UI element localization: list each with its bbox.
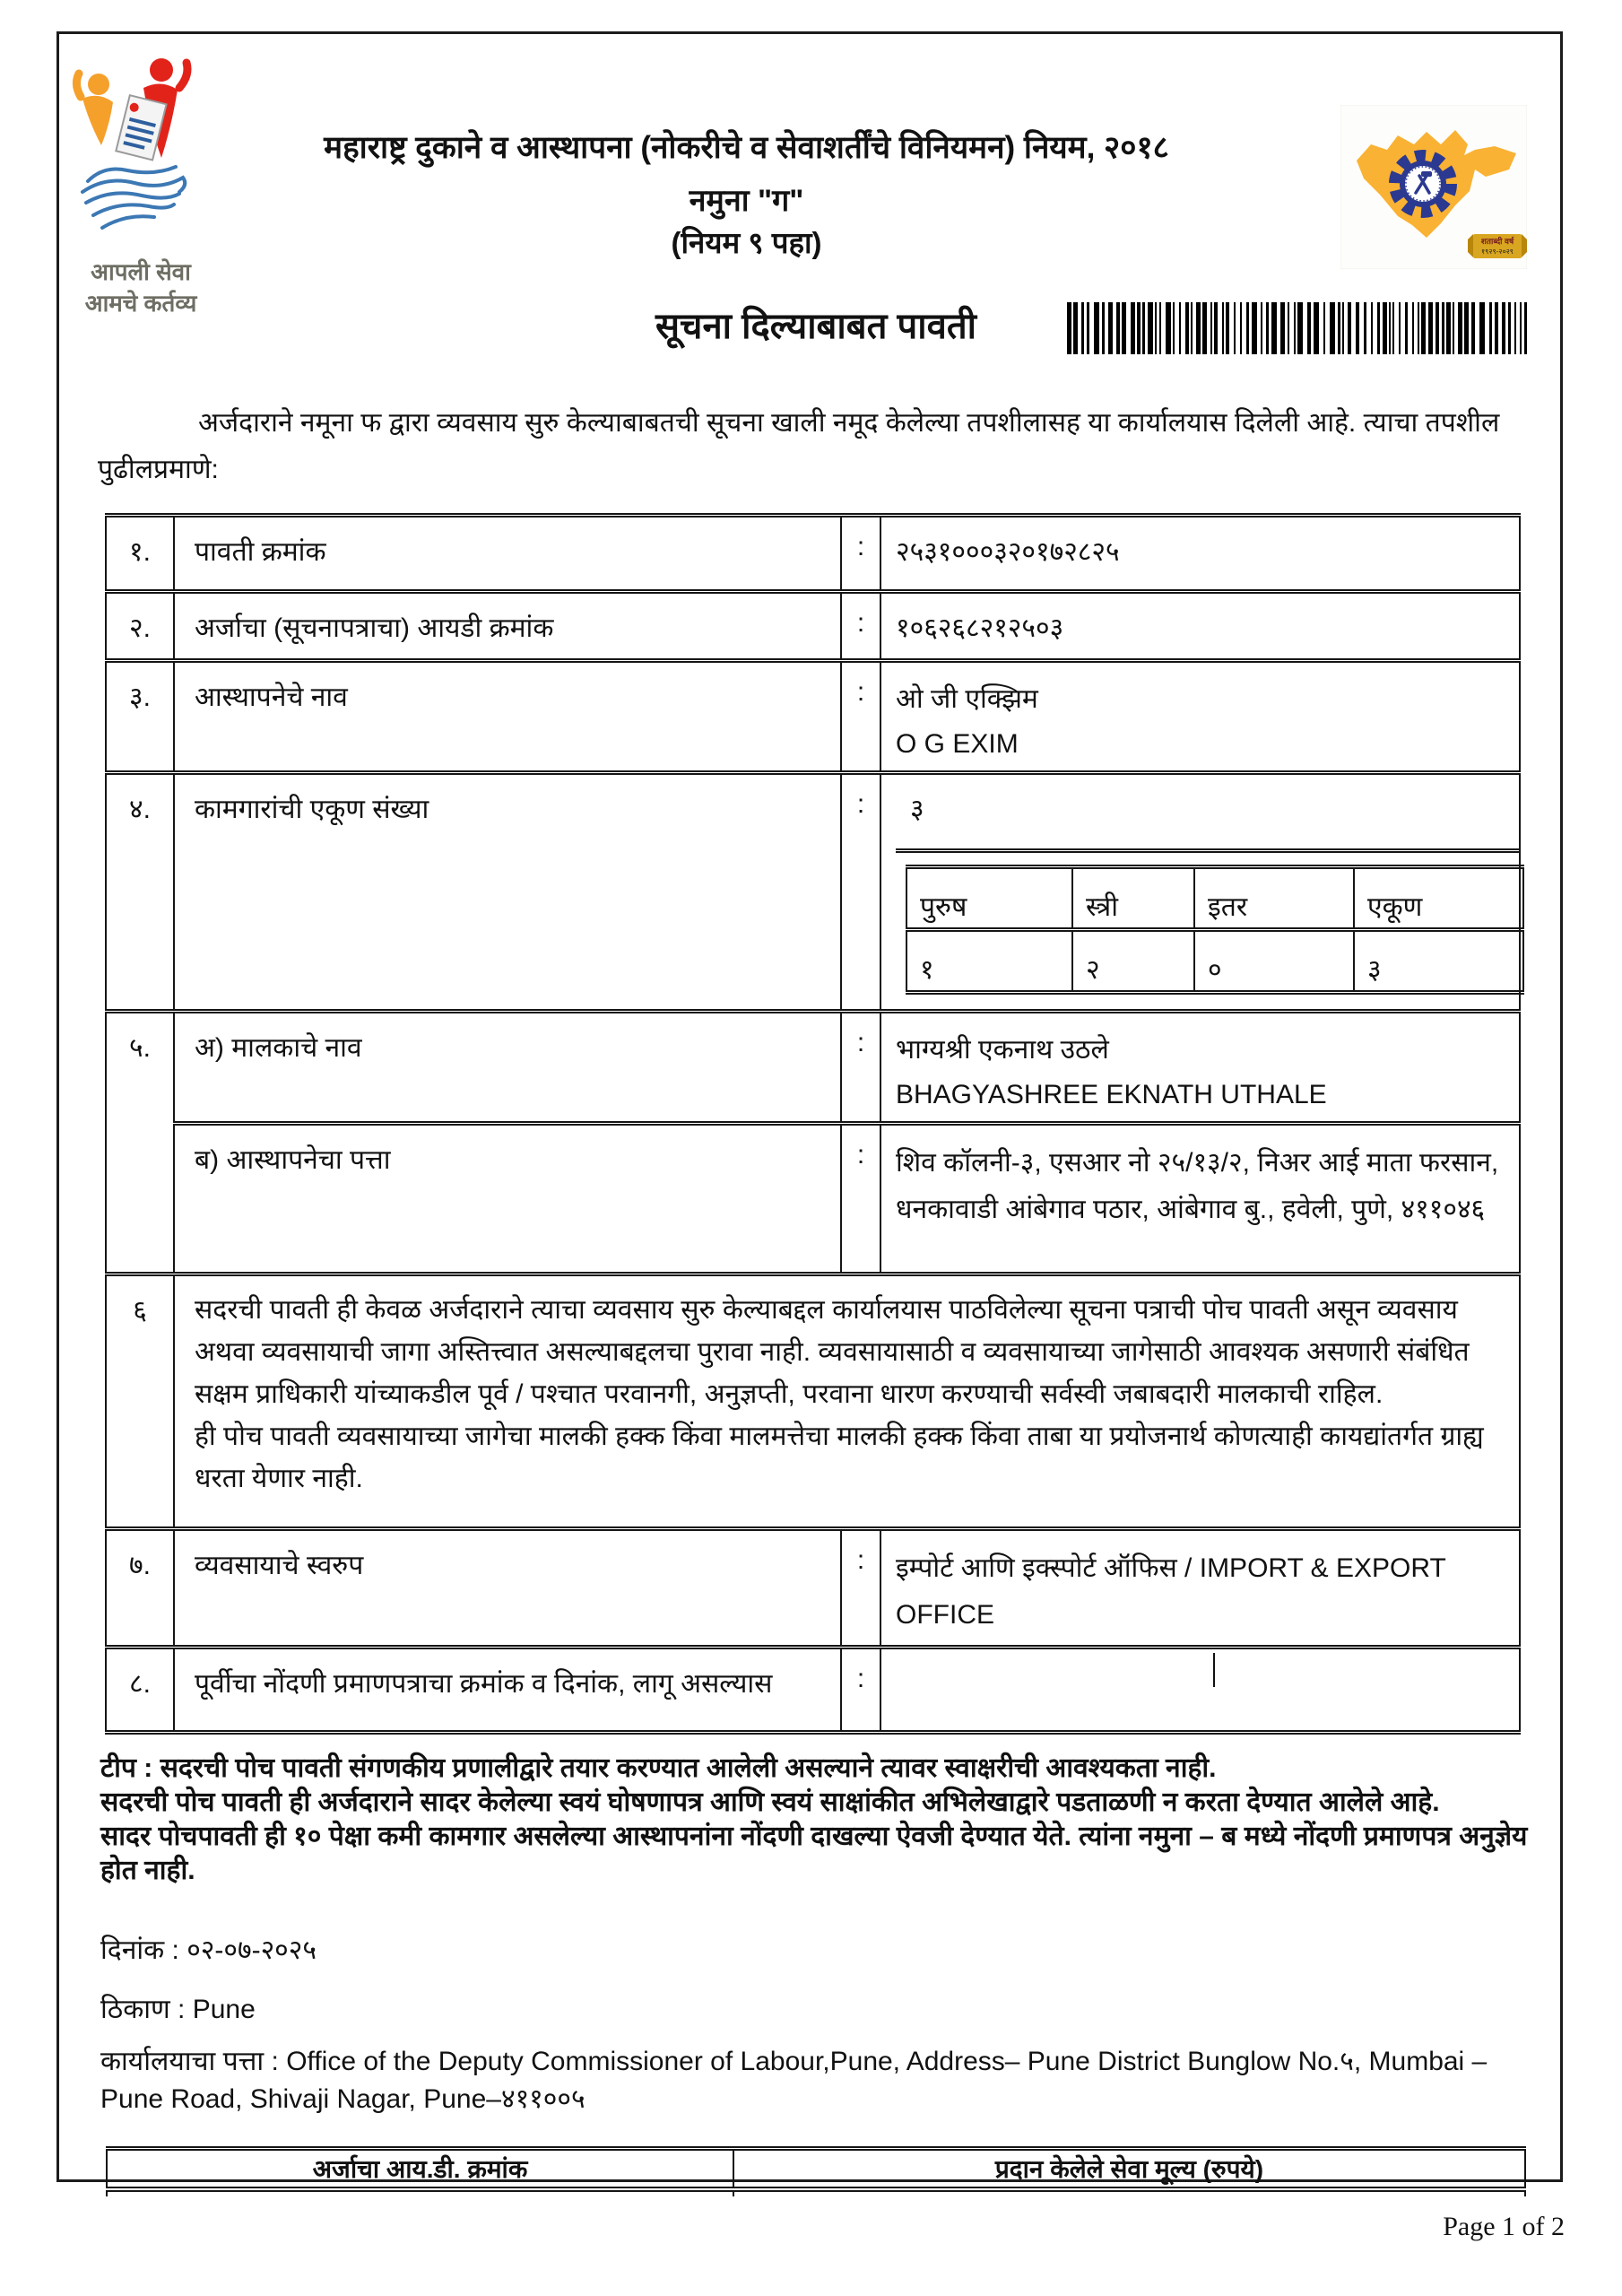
- aaple-seva-caption: [56, 257, 226, 319]
- row-receipt-number: [106, 516, 1520, 592]
- colon-separator: :: [841, 1124, 880, 1274]
- row-label: पूर्वीचा नोंदणी प्रमाणपत्राचा क्रमांक व दिनांक, लागू असल्यास: [174, 1648, 841, 1733]
- header-titles: [170, 126, 1323, 264]
- colon-separator: :: [841, 1648, 880, 1733]
- fee-table-header-row: [107, 2149, 1525, 2190]
- note-3: सादर पोचपावती ही १० पेक्षा कमी कामगार असलेल्या आस्थापनांना नोंदणी दाखल्या ऐवजी देण्यात येते. त्यांना नमुना – ब मध्ये नोंदणी प्रमाणपत्र अनुज्ञेय होत नाही.: [100, 1822, 1528, 1885]
- banner-years-text: १९२९-२०२९: [1481, 248, 1514, 256]
- row-owner-name: [106, 1012, 1520, 1124]
- row-label: पावती क्रमांक: [174, 516, 841, 592]
- office-address-label: कार्यालयाचा पत्ता :: [100, 2047, 279, 2076]
- row-number: १.: [106, 516, 174, 592]
- row-label: कामगारांची एकूण संख्या: [174, 773, 841, 1012]
- workers-male-count: १: [906, 930, 1072, 993]
- colon-separator: :: [841, 1529, 880, 1648]
- workers-col-female: स्त्री: [1072, 867, 1194, 930]
- intro-paragraph: अर्जदाराने नमूना फ द्वारा व्यवसाय सुरु केल्याबाबतची सूचना खाली नमूद केलेल्या तपशीलासह या कार्यालयास दिलेली आहे. त्याचा तपशील पुढीलप्रमाणे:: [98, 408, 1500, 484]
- date-line: [100, 1930, 317, 1967]
- banner-title-text: शताब्दी वर्ष: [1480, 237, 1514, 246]
- workers-other-count: ०: [1194, 930, 1354, 993]
- details-table: [105, 513, 1521, 1735]
- row-label: आस्थापनेचे नाव: [174, 661, 841, 773]
- workers-col-other: इतर: [1194, 867, 1354, 930]
- caption-line-1: आपली सेवा: [91, 258, 191, 285]
- labour-department-logo-icon: [1340, 105, 1527, 269]
- place-line: [100, 1989, 256, 2026]
- row-label: अ) मालकाचे नाव: [174, 1012, 841, 1124]
- business-nature-value: इम्पोर्ट आणि इक्स्पोर्ट ऑफिस / IMPORT & EXPORT OFFICE: [880, 1529, 1520, 1648]
- row-application-id: [106, 592, 1520, 661]
- fee-table-header-service-value: प्रदान केलेले सेवा मूल्य (रुपये): [733, 2149, 1525, 2190]
- colon-separator: :: [841, 592, 880, 661]
- establishment-address-value: शिव कॉलनी-३, एसआर नो २५/१३/२, निअर आई माता फरसान, धनकावाडी आंबेगाव पठार, आंबेगाव बु., हवेली, पुणे, ४११०४६: [880, 1124, 1520, 1274]
- row-label: अर्जाचा (सूचनापत्राचा) आयडी क्रमांक: [174, 592, 841, 661]
- workers-values-row: [906, 930, 1523, 993]
- workers-total-count: ३: [1354, 930, 1523, 993]
- establishment-name-value: [880, 661, 1520, 773]
- note-1: टीप : सदरची पोच पावती संगणकीय प्रणालीद्वारे तयार करण्यात आलेली असल्याने त्यावर स्वाक्षरीची आवश्यकता नाही.: [100, 1753, 1217, 1783]
- fee-table-header-application-id: अर्जाचा आय.डी. क्रमांक: [107, 2149, 733, 2190]
- colon-separator: :: [841, 661, 880, 773]
- note-2: सदरची पोच पावती ही अर्जदाराने सादर केलेल्या स्वयं घोषणापत्र आणि स्वयं साक्षांकीत अभिलेखाद्वारे पडताळणी न करता देण्यात आलेले आहे.: [100, 1787, 1440, 1817]
- colon-separator: :: [841, 516, 880, 592]
- workers-col-total: एकूण: [1354, 867, 1523, 930]
- notes-section: [100, 1752, 1528, 1888]
- row-business-nature: [106, 1529, 1520, 1648]
- date-value: ०२-०७-२०२५: [186, 1935, 317, 1965]
- date-label: दिनांक :: [100, 1935, 179, 1965]
- workers-col-male: पुरुष: [906, 867, 1072, 930]
- row-total-workers: [106, 773, 1520, 1012]
- workers-header-row: [906, 867, 1523, 930]
- application-id-value: १०६२६८२१२५०३: [880, 592, 1520, 661]
- colon-separator: :: [841, 773, 880, 1012]
- caption-line-2: आमचे कर्तव्य: [84, 290, 197, 317]
- workers-female-count: २: [1072, 930, 1194, 993]
- row-number: २.: [106, 592, 174, 661]
- total-workers-cell: [880, 773, 1520, 1012]
- row-number: ६: [106, 1274, 174, 1529]
- owner-name-value: [880, 1012, 1520, 1124]
- owner-name-marathi: भाग्यश्री एकनाथ उठले: [896, 1035, 1109, 1065]
- disclaimer-paragraph-1: सदरची पावती ही केवळ अर्जदाराने त्याचा व्यवसाय सुरु केल्याबद्दल कार्यालयास पाठविलेल्या सूचना पत्राची पोच पावती असून व्यवसाय अथवा व्यवसायाची जागा अस्तित्त्वात असल्याबद्दलचा पुरावा नाही. व्यवसायासाठी व व्यवसायाच्या जागेसाठी आवश्यक असणारी संबंधित सक्षम प्राधिकारी यांच्याकडील पूर्व / पश्चात परवानगी, अनुज्ञप्ती, परवाना धारण करण्याची सर्वस्वी जबाबदारी मालकाची राहिल.: [195, 1295, 1470, 1409]
- owner-name-english: BHAGYASHREE EKNATH UTHALE: [896, 1080, 1327, 1109]
- receipt-number-value: २५३१०००३२०१७२८२५: [880, 516, 1520, 592]
- place-label: ठिकाण :: [100, 1995, 186, 2024]
- office-address-value: Office of the Deputy Commissioner of Labour,Pune, Address– Pune District Bunglow No.५, Mumbai – Pune Road, Shivaji Nagar, Pune–४११००५: [100, 2047, 1488, 2114]
- form-name: नमुना "ग": [689, 184, 804, 218]
- previous-registration-value: [880, 1648, 1520, 1733]
- row-establishment-address: [106, 1124, 1520, 1274]
- colon-separator: :: [841, 1012, 880, 1124]
- receipt-heading: सूचना दिल्याबाबत पावती: [655, 307, 976, 346]
- total-workers-value: ३: [896, 775, 1519, 853]
- row-number: ४.: [106, 773, 174, 1012]
- place-value: Pune: [192, 1995, 256, 2024]
- fee-table: [106, 2146, 1526, 2196]
- row-establishment-name: [106, 661, 1520, 773]
- rule-reference: (नियम ९ पहा): [671, 226, 822, 259]
- row-previous-registration: [106, 1648, 1520, 1733]
- row-number: ५.: [106, 1012, 174, 1274]
- act-title: महाराष्ट्र दुकाने व आस्थापना (नोकरीचे व सेवाशर्तींचे विनियमन) नियम, २०१८: [324, 130, 1169, 165]
- office-address-line: [100, 2043, 1531, 2118]
- workers-breakdown: [896, 853, 1519, 995]
- stray-cursor-mark: [1213, 1653, 1215, 1687]
- row-label: ब) आस्थापनेचा पत्ता: [174, 1124, 841, 1274]
- establishment-name-english: O G EXIM: [896, 729, 1019, 759]
- establishment-name-marathi: ओ जी एक्झिम: [896, 684, 1038, 714]
- row-number: ३.: [106, 661, 174, 773]
- workers-table: [906, 865, 1524, 995]
- row-disclaimer: [106, 1274, 1520, 1529]
- barcode: [1067, 302, 1528, 354]
- disclaimer-paragraph-2: ही पोच पावती व्यवसायाच्या जागेचा मालकी हक्क किंवा मालमत्तेचा मालकी हक्क किंवा ताबा या प्रयोजनार्थ कोणत्याही कायद्यांतर्गत ग्राह्य धरता येणार नाही.: [195, 1422, 1484, 1493]
- fee-table-clipped-row: [107, 2189, 1525, 2196]
- row-number: ८.: [106, 1648, 174, 1733]
- page-number: Page 1 of 2: [1443, 2212, 1565, 2241]
- row-label: व्यवसायाचे स्वरुप: [174, 1529, 841, 1648]
- disclaimer-text-cell: [174, 1274, 1520, 1529]
- row-number: ७.: [106, 1529, 174, 1648]
